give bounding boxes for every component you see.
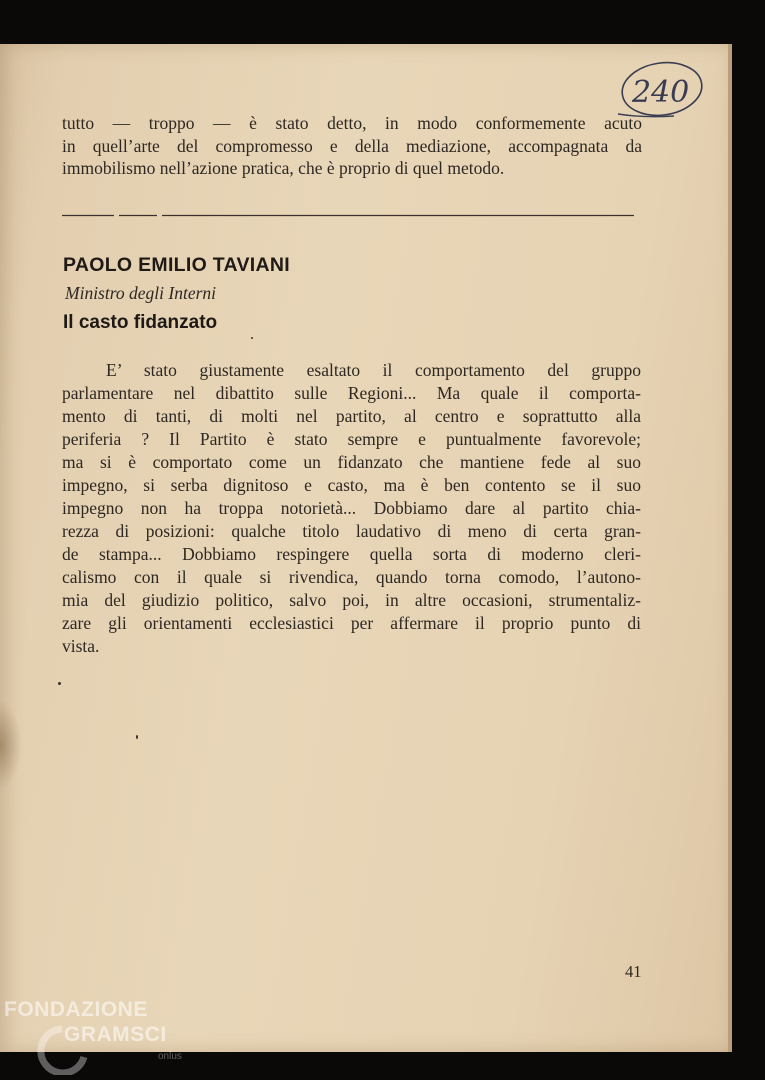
paper-speck xyxy=(58,682,61,685)
article-title: Il casto fidanzato xyxy=(63,312,218,333)
page-number: 41 xyxy=(625,962,642,981)
intro-line: in quell’arte del compromesso e della mediazione, accompagnata da xyxy=(62,135,642,156)
body-line: parlamentare nel dibattito sulle Regioni... Ma quale il comporta- xyxy=(62,383,641,403)
watermark-line-3: onlus xyxy=(158,1051,182,1062)
body-line: mia del giudizio politico, salvo poi, in altre occasioni, strumentaliz- xyxy=(62,590,641,610)
intro-line: immobilismo nell’azione pratica, che è proprio di quel metodo. xyxy=(62,158,505,178)
paper-speck xyxy=(251,337,253,339)
body-line: ma si è comportato come un fidanzato che mantiene fede al suo xyxy=(62,452,641,472)
body-line: impegno non ha troppa notorietà... Dobbiamo dare al partito chia- xyxy=(62,498,641,518)
paper-speck xyxy=(136,735,138,739)
body-line: rezza di posizioni: qualche titolo laudativo di meno di certa gran- xyxy=(62,521,641,541)
author-role: Ministro degli Interni xyxy=(65,283,217,303)
body-line: mento di tanti, di molti nel partito, al centro e soprattutto alla xyxy=(62,406,641,426)
author-name: PAOLO EMILIO TAVIANI xyxy=(63,254,290,276)
body-line: de stampa... Dobbiamo respingere quella sorta di moderno cleri- xyxy=(62,544,641,564)
handwritten-number-text: 240 xyxy=(632,75,690,110)
handwritten-page-annotation xyxy=(614,58,704,122)
body-line: calismo con il quale si rivendica, quando torna comodo, l’autono- xyxy=(62,567,641,587)
body-line: vista. xyxy=(62,636,100,656)
body-line: impegno, si serba dignitoso e casto, ma è ben contento se il suo xyxy=(62,475,641,495)
page-edge xyxy=(728,44,732,1052)
body-line: zare gli orientamenti ecclesiastici per affermare il proprio punto di xyxy=(62,613,641,633)
section-divider xyxy=(62,214,634,217)
watermark-line-1: FONDAZIONE xyxy=(4,998,148,1021)
body-line: E’ stato giustamente esaltato il comportamento del gruppo xyxy=(106,360,641,380)
paper-stain xyxy=(0,700,22,790)
fondazione-gramsci-watermark xyxy=(4,995,204,1075)
article-body xyxy=(62,359,641,658)
intro-line: tutto — troppo — è stato detto, in modo conformemente acuto xyxy=(62,113,642,133)
body-line: periferia ? Il Partito è stato sempre e puntualmente favorevole; xyxy=(62,429,641,449)
watermark-line-2: GRAMSCI xyxy=(64,1023,167,1046)
intro-paragraph xyxy=(62,112,642,180)
